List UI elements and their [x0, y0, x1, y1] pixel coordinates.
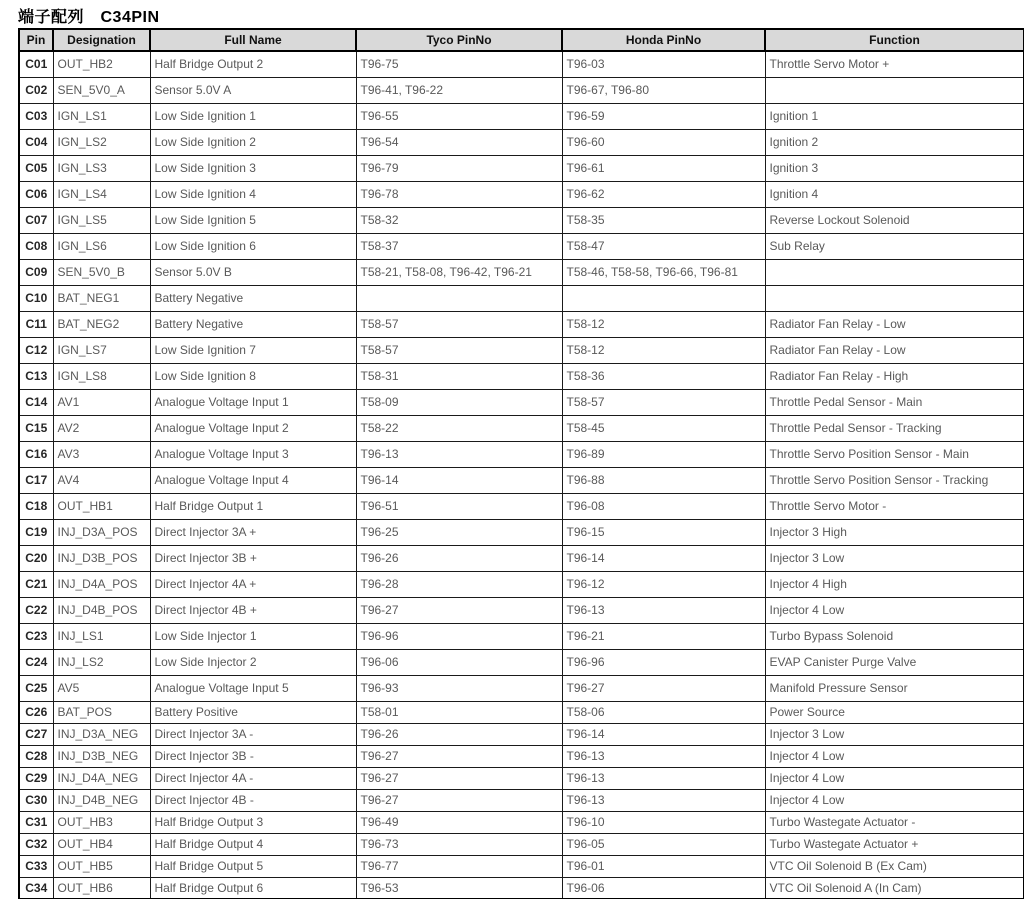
designation-cell: INJ_D3A_POS [53, 519, 150, 545]
function-cell: VTC Oil Solenoid A (In Cam) [765, 877, 1024, 899]
tyco-pinno-cell: T96-77 [356, 855, 562, 877]
designation-cell: SEN_5V0_B [53, 259, 150, 285]
pin-cell: C18 [19, 493, 53, 519]
designation-cell: INJ_D4A_POS [53, 571, 150, 597]
honda-pinno-cell: T96-06 [562, 877, 765, 899]
honda-pinno-cell: T96-62 [562, 181, 765, 207]
designation-cell: AV2 [53, 415, 150, 441]
table-row [19, 623, 1024, 649]
full-name-cell: Low Side Ignition 8 [150, 363, 356, 389]
honda-pinno-cell [562, 285, 765, 311]
designation-cell: INJ_D4A_NEG [53, 767, 150, 789]
function-cell: Turbo Wastegate Actuator - [765, 811, 1024, 833]
table-row [19, 207, 1024, 233]
table-row [19, 259, 1024, 285]
full-name-cell: Low Side Ignition 6 [150, 233, 356, 259]
tyco-pinno-cell: T96-96 [356, 623, 562, 649]
full-name-cell: Sensor 5.0V A [150, 77, 356, 103]
pin-cell: C24 [19, 649, 53, 675]
table-row [19, 701, 1024, 723]
pin-cell: C34 [19, 877, 53, 899]
function-cell: Injector 4 High [765, 571, 1024, 597]
honda-pinno-cell: T96-96 [562, 649, 765, 675]
table-row [19, 129, 1024, 155]
designation-cell: INJ_D4B_POS [53, 597, 150, 623]
designation-cell: INJ_LS2 [53, 649, 150, 675]
table-row [19, 767, 1024, 789]
full-name-cell: Analogue Voltage Input 2 [150, 415, 356, 441]
table-row [19, 77, 1024, 103]
tyco-pinno-cell: T96-27 [356, 597, 562, 623]
pin-cell: C29 [19, 767, 53, 789]
honda-pinno-cell: T96-13 [562, 745, 765, 767]
pin-cell: C28 [19, 745, 53, 767]
pin-cell: C01 [19, 51, 53, 77]
pin-cell: C33 [19, 855, 53, 877]
full-name-cell: Analogue Voltage Input 4 [150, 467, 356, 493]
table-row [19, 675, 1024, 701]
honda-pinno-cell: T96-14 [562, 545, 765, 571]
designation-cell: IGN_LS8 [53, 363, 150, 389]
table-row [19, 103, 1024, 129]
function-cell [765, 77, 1024, 103]
function-cell: Radiator Fan Relay - Low [765, 311, 1024, 337]
pin-cell: C02 [19, 77, 53, 103]
designation-cell: BAT_NEG2 [53, 311, 150, 337]
pin-cell: C21 [19, 571, 53, 597]
honda-pinno-cell: T58-57 [562, 389, 765, 415]
pin-cell: C22 [19, 597, 53, 623]
honda-pinno-cell: T58-06 [562, 701, 765, 723]
tyco-pinno-cell: T58-37 [356, 233, 562, 259]
pin-assignment-table [18, 28, 1024, 899]
full-name-cell: Low Side Injector 1 [150, 623, 356, 649]
col-header-honda-pinno: Honda PinNo [562, 29, 765, 51]
designation-cell: OUT_HB5 [53, 855, 150, 877]
full-name-cell: Analogue Voltage Input 1 [150, 389, 356, 415]
honda-pinno-cell: T96-21 [562, 623, 765, 649]
designation-cell: INJ_LS1 [53, 623, 150, 649]
function-cell: Radiator Fan Relay - High [765, 363, 1024, 389]
designation-cell: IGN_LS4 [53, 181, 150, 207]
table-row [19, 545, 1024, 571]
function-cell: Injector 3 High [765, 519, 1024, 545]
col-header-tyco-pinno: Tyco PinNo [356, 29, 562, 51]
designation-cell: AV3 [53, 441, 150, 467]
pin-cell: C19 [19, 519, 53, 545]
table-row [19, 181, 1024, 207]
tyco-pinno-cell: T96-06 [356, 649, 562, 675]
designation-cell: OUT_HB6 [53, 877, 150, 899]
pin-cell: C27 [19, 723, 53, 745]
function-cell [765, 285, 1024, 311]
function-cell: Injector 3 Low [765, 545, 1024, 571]
pin-cell: C30 [19, 789, 53, 811]
function-cell: Ignition 1 [765, 103, 1024, 129]
function-cell [765, 259, 1024, 285]
honda-pinno-cell: T96-15 [562, 519, 765, 545]
full-name-cell: Direct Injector 4A + [150, 571, 356, 597]
pin-cell: C31 [19, 811, 53, 833]
tyco-pinno-cell: T96-49 [356, 811, 562, 833]
function-cell: VTC Oil Solenoid B (Ex Cam) [765, 855, 1024, 877]
designation-cell: AV5 [53, 675, 150, 701]
honda-pinno-cell: T96-05 [562, 833, 765, 855]
full-name-cell: Half Bridge Output 4 [150, 833, 356, 855]
honda-pinno-cell: T96-01 [562, 855, 765, 877]
full-name-cell: Direct Injector 3B - [150, 745, 356, 767]
function-cell: Throttle Pedal Sensor - Main [765, 389, 1024, 415]
tyco-pinno-cell [356, 285, 562, 311]
table-row [19, 649, 1024, 675]
function-cell: Ignition 2 [765, 129, 1024, 155]
designation-cell: BAT_POS [53, 701, 150, 723]
pin-cell: C07 [19, 207, 53, 233]
full-name-cell: Direct Injector 4B - [150, 789, 356, 811]
full-name-cell: Half Bridge Output 2 [150, 51, 356, 77]
table-row [19, 363, 1024, 389]
full-name-cell: Direct Injector 4B + [150, 597, 356, 623]
tyco-pinno-cell: T96-53 [356, 877, 562, 899]
table-row [19, 571, 1024, 597]
tyco-pinno-cell: T58-21, T58-08, T96-42, T96-21 [356, 259, 562, 285]
full-name-cell: Half Bridge Output 3 [150, 811, 356, 833]
full-name-cell: Sensor 5.0V B [150, 259, 356, 285]
pin-cell: C04 [19, 129, 53, 155]
pin-cell: C15 [19, 415, 53, 441]
honda-pinno-cell: T96-08 [562, 493, 765, 519]
table-row [19, 51, 1024, 77]
pin-cell: C26 [19, 701, 53, 723]
full-name-cell: Low Side Injector 2 [150, 649, 356, 675]
designation-cell: INJ_D3B_POS [53, 545, 150, 571]
tyco-pinno-cell: T96-51 [356, 493, 562, 519]
table-row [19, 441, 1024, 467]
table-row [19, 723, 1024, 745]
tyco-pinno-cell: T58-22 [356, 415, 562, 441]
honda-pinno-cell: T96-89 [562, 441, 765, 467]
function-cell: Injector 4 Low [765, 597, 1024, 623]
pin-cell: C23 [19, 623, 53, 649]
function-cell: Reverse Lockout Solenoid [765, 207, 1024, 233]
function-cell: Injector 4 Low [765, 789, 1024, 811]
full-name-cell: Low Side Ignition 7 [150, 337, 356, 363]
honda-pinno-cell: T96-27 [562, 675, 765, 701]
function-cell: Injector 4 Low [765, 767, 1024, 789]
function-cell: Radiator Fan Relay - Low [765, 337, 1024, 363]
table-row [19, 285, 1024, 311]
function-cell: Injector 4 Low [765, 745, 1024, 767]
pin-cell: C05 [19, 155, 53, 181]
honda-pinno-cell: T96-13 [562, 597, 765, 623]
table-row [19, 597, 1024, 623]
designation-cell: IGN_LS1 [53, 103, 150, 129]
col-header-designation: Designation [53, 29, 150, 51]
tyco-pinno-cell: T96-27 [356, 789, 562, 811]
pin-cell: C09 [19, 259, 53, 285]
full-name-cell: Battery Positive [150, 701, 356, 723]
function-cell: Throttle Servo Motor - [765, 493, 1024, 519]
pin-cell: C10 [19, 285, 53, 311]
tyco-pinno-cell: T96-75 [356, 51, 562, 77]
tyco-pinno-cell: T96-55 [356, 103, 562, 129]
full-name-cell: Half Bridge Output 1 [150, 493, 356, 519]
designation-cell: INJ_D4B_NEG [53, 789, 150, 811]
function-cell: Throttle Servo Motor + [765, 51, 1024, 77]
designation-cell: SEN_5V0_A [53, 77, 150, 103]
function-cell: Throttle Pedal Sensor - Tracking [765, 415, 1024, 441]
tyco-pinno-cell: T96-13 [356, 441, 562, 467]
pin-cell: C03 [19, 103, 53, 129]
full-name-cell: Low Side Ignition 4 [150, 181, 356, 207]
designation-cell: OUT_HB3 [53, 811, 150, 833]
table-row [19, 745, 1024, 767]
function-cell: Power Source [765, 701, 1024, 723]
honda-pinno-cell: T58-47 [562, 233, 765, 259]
table-row [19, 415, 1024, 441]
tyco-pinno-cell: T96-54 [356, 129, 562, 155]
honda-pinno-cell: T96-13 [562, 789, 765, 811]
tyco-pinno-cell: T96-41, T96-22 [356, 77, 562, 103]
designation-cell: INJ_D3B_NEG [53, 745, 150, 767]
pin-cell: C25 [19, 675, 53, 701]
table-row [19, 389, 1024, 415]
honda-pinno-cell: T58-12 [562, 337, 765, 363]
full-name-cell: Analogue Voltage Input 5 [150, 675, 356, 701]
function-cell: Ignition 4 [765, 181, 1024, 207]
honda-pinno-cell: T96-13 [562, 767, 765, 789]
honda-pinno-cell: T58-46, T58-58, T96-66, T96-81 [562, 259, 765, 285]
designation-cell: BAT_NEG1 [53, 285, 150, 311]
full-name-cell: Low Side Ignition 1 [150, 103, 356, 129]
table-row [19, 789, 1024, 811]
pin-cell: C12 [19, 337, 53, 363]
full-name-cell: Half Bridge Output 6 [150, 877, 356, 899]
tyco-pinno-cell: T58-09 [356, 389, 562, 415]
tyco-pinno-cell: T58-01 [356, 701, 562, 723]
honda-pinno-cell: T58-45 [562, 415, 765, 441]
honda-pinno-cell: T96-12 [562, 571, 765, 597]
function-cell: Sub Relay [765, 233, 1024, 259]
tyco-pinno-cell: T58-57 [356, 337, 562, 363]
designation-cell: AV1 [53, 389, 150, 415]
table-row [19, 233, 1024, 259]
tyco-pinno-cell: T96-79 [356, 155, 562, 181]
designation-cell: INJ_D3A_NEG [53, 723, 150, 745]
col-header-function: Function [765, 29, 1024, 51]
pin-cell: C08 [19, 233, 53, 259]
designation-cell: AV4 [53, 467, 150, 493]
honda-pinno-cell: T96-61 [562, 155, 765, 181]
honda-pinno-cell: T96-88 [562, 467, 765, 493]
tyco-pinno-cell: T96-78 [356, 181, 562, 207]
table-row [19, 155, 1024, 181]
tyco-pinno-cell: T96-27 [356, 767, 562, 789]
pin-cell: C14 [19, 389, 53, 415]
full-name-cell: Low Side Ignition 3 [150, 155, 356, 181]
honda-pinno-cell: T58-35 [562, 207, 765, 233]
table-row [19, 811, 1024, 833]
honda-pinno-cell: T96-67, T96-80 [562, 77, 765, 103]
full-name-cell: Battery Negative [150, 311, 356, 337]
pin-cell: C16 [19, 441, 53, 467]
function-cell: Ignition 3 [765, 155, 1024, 181]
pin-cell: C13 [19, 363, 53, 389]
pin-cell: C17 [19, 467, 53, 493]
table-body [19, 51, 1024, 899]
designation-cell: IGN_LS6 [53, 233, 150, 259]
pin-cell: C20 [19, 545, 53, 571]
designation-cell: IGN_LS2 [53, 129, 150, 155]
full-name-cell: Direct Injector 3A + [150, 519, 356, 545]
honda-pinno-cell: T96-03 [562, 51, 765, 77]
tyco-pinno-cell: T96-26 [356, 545, 562, 571]
tyco-pinno-cell: T96-73 [356, 833, 562, 855]
header-row [19, 29, 1024, 51]
tyco-pinno-cell: T58-31 [356, 363, 562, 389]
tyco-pinno-cell: T96-26 [356, 723, 562, 745]
designation-cell: OUT_HB2 [53, 51, 150, 77]
function-cell: Injector 3 Low [765, 723, 1024, 745]
function-cell: Turbo Bypass Solenoid [765, 623, 1024, 649]
function-cell: Turbo Wastegate Actuator + [765, 833, 1024, 855]
designation-cell: IGN_LS5 [53, 207, 150, 233]
table-row [19, 311, 1024, 337]
function-cell: Throttle Servo Position Sensor - Main [765, 441, 1024, 467]
full-name-cell: Battery Negative [150, 285, 356, 311]
tyco-pinno-cell: T58-57 [356, 311, 562, 337]
table-row [19, 467, 1024, 493]
function-cell: Manifold Pressure Sensor [765, 675, 1024, 701]
full-name-cell: Low Side Ignition 5 [150, 207, 356, 233]
pin-cell: C32 [19, 833, 53, 855]
tyco-pinno-cell: T58-32 [356, 207, 562, 233]
page-title: 端子配列 C34PIN [18, 9, 160, 26]
honda-pinno-cell: T96-14 [562, 723, 765, 745]
full-name-cell: Direct Injector 4A - [150, 767, 356, 789]
tyco-pinno-cell: T96-93 [356, 675, 562, 701]
honda-pinno-cell: T58-12 [562, 311, 765, 337]
table-row [19, 833, 1024, 855]
pin-cell: C11 [19, 311, 53, 337]
tyco-pinno-cell: T96-27 [356, 745, 562, 767]
table-row [19, 493, 1024, 519]
designation-cell: OUT_HB1 [53, 493, 150, 519]
table-row [19, 337, 1024, 363]
designation-cell: IGN_LS3 [53, 155, 150, 181]
designation-cell: OUT_HB4 [53, 833, 150, 855]
col-header-pin: Pin [19, 29, 53, 51]
full-name-cell: Direct Injector 3B + [150, 545, 356, 571]
tyco-pinno-cell: T96-28 [356, 571, 562, 597]
table-row [19, 877, 1024, 899]
honda-pinno-cell: T96-60 [562, 129, 765, 155]
honda-pinno-cell: T96-10 [562, 811, 765, 833]
full-name-cell: Half Bridge Output 5 [150, 855, 356, 877]
designation-cell: IGN_LS7 [53, 337, 150, 363]
honda-pinno-cell: T58-36 [562, 363, 765, 389]
full-name-cell: Low Side Ignition 2 [150, 129, 356, 155]
pin-cell: C06 [19, 181, 53, 207]
function-cell: EVAP Canister Purge Valve [765, 649, 1024, 675]
tyco-pinno-cell: T96-25 [356, 519, 562, 545]
honda-pinno-cell: T96-59 [562, 103, 765, 129]
full-name-cell: Direct Injector 3A - [150, 723, 356, 745]
table-row [19, 519, 1024, 545]
table-row [19, 855, 1024, 877]
col-header-full-name: Full Name [150, 29, 356, 51]
tyco-pinno-cell: T96-14 [356, 467, 562, 493]
function-cell: Throttle Servo Position Sensor - Tracking [765, 467, 1024, 493]
full-name-cell: Analogue Voltage Input 3 [150, 441, 356, 467]
